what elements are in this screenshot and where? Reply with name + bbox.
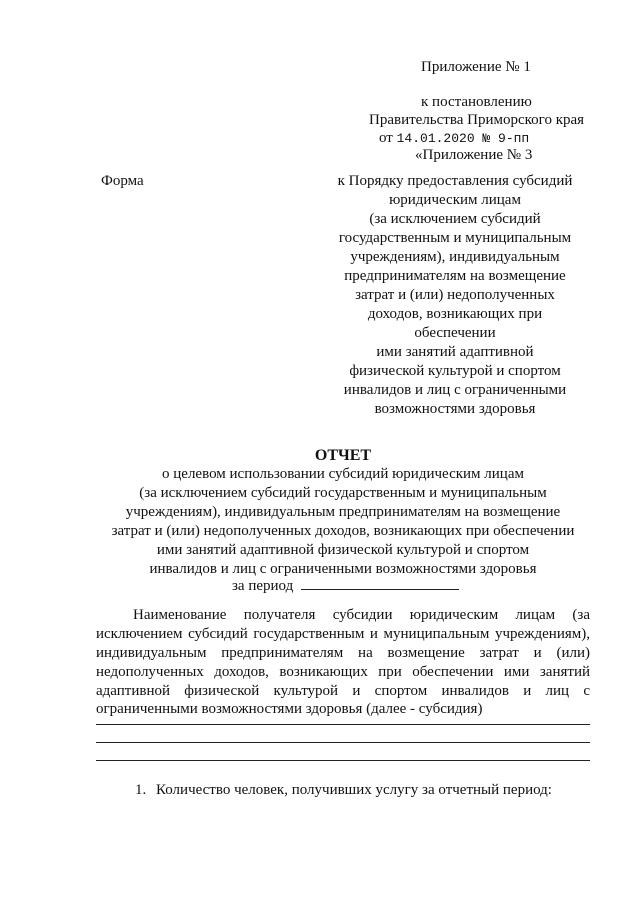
procedure-line: доходов, возникающих при xyxy=(367,306,543,322)
government-name: Правительства Приморского края xyxy=(369,112,585,128)
procedure-line: учреждениям), индивидуальным xyxy=(350,249,560,265)
recipient-line: индивидуальным предпринимателям на возмещение затрат и (или) xyxy=(96,645,590,661)
date-prefix: от xyxy=(379,130,393,146)
subtitle-line: затрат и (или) недополученных доходов, возникающих при обеспечении xyxy=(111,523,575,539)
recipient-line: адаптивной физической культурой и спортом инвалидов и лиц с xyxy=(96,683,590,699)
recipient-line: исключением субсидий государственным и муниципальным учреждениям), xyxy=(96,626,590,642)
item-text: Количество человек, получивших услугу за отчетный период: xyxy=(156,782,552,798)
report-title: ОТЧЕТ xyxy=(314,447,372,464)
subtitle-line: инвалидов и лиц с ограниченными возможностями здоровья xyxy=(149,561,537,577)
procedure-line: государственным и муниципальным xyxy=(338,230,572,246)
procedure-line: (за исключением субсидий xyxy=(369,211,541,227)
procedure-line: предпринимателям на возмещение xyxy=(344,268,566,284)
recipient-line: недополученных доходов, возникающих при обеспечении ими занятий xyxy=(96,664,590,680)
form-label: Форма xyxy=(101,173,144,189)
procedure-line: к Порядку предоставления субсидий xyxy=(337,173,573,189)
procedure-line: ими занятий адаптивной xyxy=(376,344,534,360)
procedure-line: юридическим лицам xyxy=(389,192,521,208)
procedure-line: физической культурой и спортом xyxy=(349,363,561,379)
date-number: 14.01.2020 № 9-пп xyxy=(396,131,530,146)
procedure-block xyxy=(320,172,590,419)
blank-fill-line xyxy=(96,742,590,743)
recipient-line: ограниченными возможностями здоровья (далее - субсидия) xyxy=(96,701,483,717)
report-subtitle xyxy=(96,465,590,579)
item-1 xyxy=(135,781,552,800)
recipient-line: Наименование получателя субсидии юридическим лицам (за xyxy=(133,607,590,623)
period-field xyxy=(232,575,459,596)
procedure-line: возможностями здоровья xyxy=(374,401,536,417)
procedure-line: обеспечении xyxy=(414,325,496,341)
subtitle-line: (за исключением субсидий государственным и муниципальным xyxy=(139,485,547,501)
blank-fill-line xyxy=(96,760,590,761)
appendix-number: Приложение № 1 xyxy=(421,59,531,75)
subtitle-line: учреждениям), индивидуальным предпринимателям на возмещение xyxy=(125,504,561,520)
item-number: 1. xyxy=(135,782,147,798)
subtitle-line: ими занятий адаптивной физической культурой и спортом xyxy=(156,542,530,558)
blank-fill-line xyxy=(96,724,590,725)
appendix-three: «Приложение № 3 xyxy=(415,147,533,163)
procedure-line: затрат и (или) недополученных xyxy=(355,287,555,303)
to-resolution: к постановлению xyxy=(421,94,532,110)
subtitle-line: о целевом использовании субсидий юридическим лицам xyxy=(162,466,524,482)
period-label: за период xyxy=(232,578,294,594)
procedure-line: инвалидов и лиц с ограниченными xyxy=(343,382,567,398)
period-blank-line xyxy=(301,575,459,590)
